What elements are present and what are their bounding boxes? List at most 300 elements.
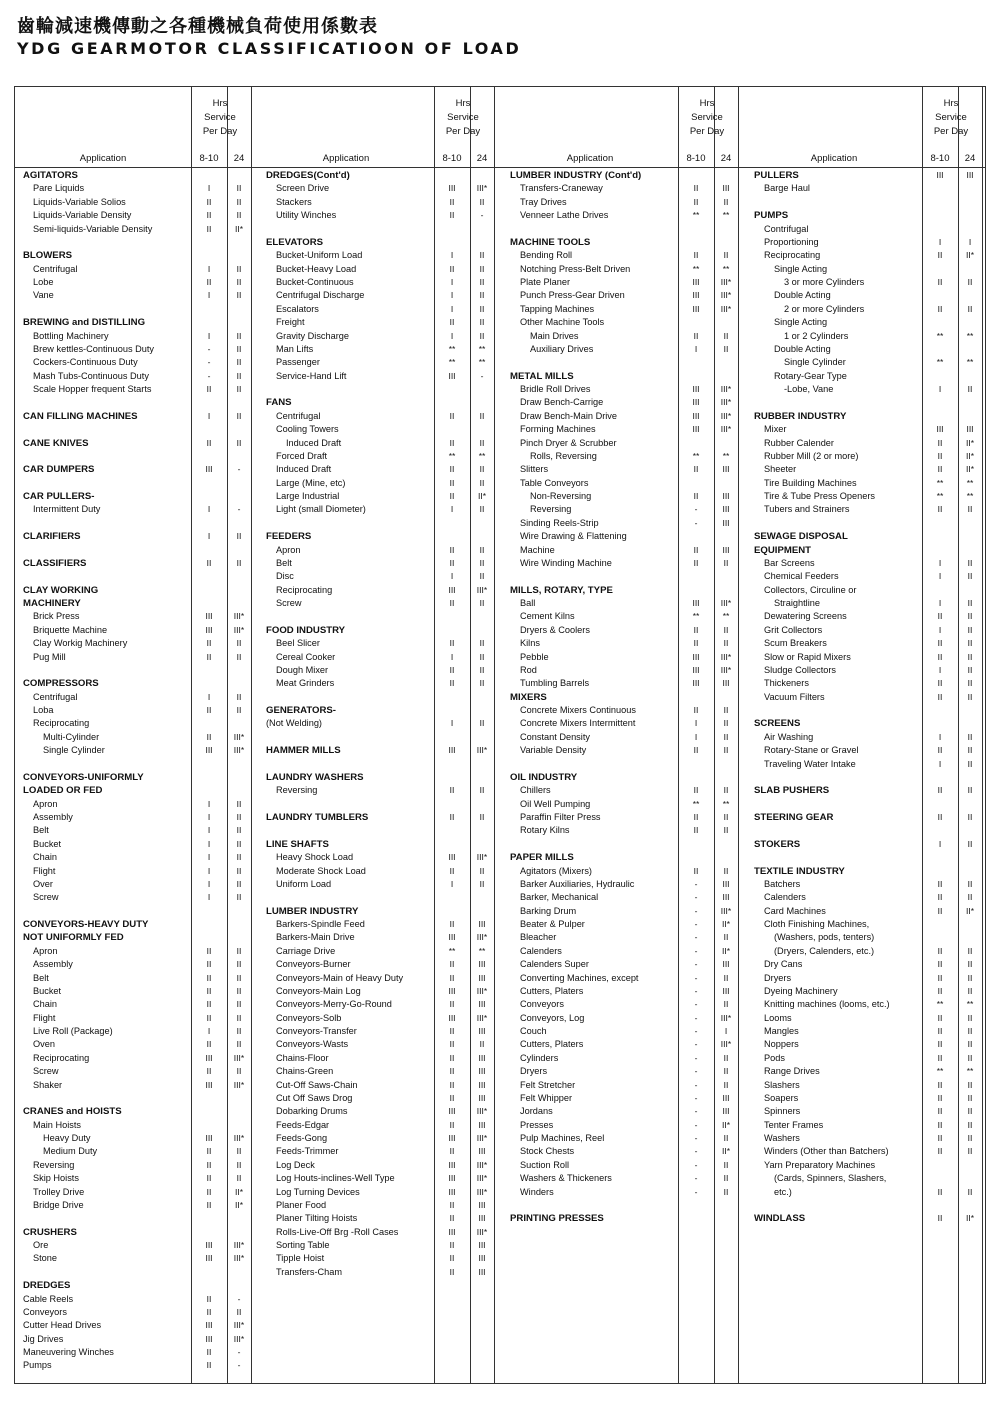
table-row	[746, 370, 989, 383]
application-name: Conveyors-Main of Heavy Duty	[276, 972, 404, 983]
service-class-24: III*	[233, 1320, 245, 1331]
service-class-8-10: III	[692, 384, 700, 394]
table-row	[15, 1119, 258, 1132]
table-row	[258, 263, 501, 276]
application-name: Screw	[33, 1066, 59, 1077]
table-row	[746, 851, 989, 864]
category-heading: LAUNDRY WASHERS	[266, 771, 364, 783]
service-class-24: III	[722, 892, 730, 903]
table-header-rule	[15, 167, 985, 168]
service-class-24: III*	[476, 1226, 488, 1237]
application-name: Dyeing Machinery	[764, 985, 838, 996]
table-row	[746, 410, 989, 423]
service-class-8-10: III	[448, 852, 456, 863]
table-row	[502, 851, 745, 864]
table-row	[15, 824, 258, 837]
service-class-8-10: II	[449, 1052, 455, 1063]
service-class-8-10: -	[694, 985, 698, 996]
service-class-24: II*	[965, 250, 975, 261]
application-name: Bar Screens	[764, 557, 815, 568]
service-class-8-10: II	[449, 638, 455, 649]
service-class-8-10: II	[937, 1186, 943, 1197]
application-name: Conveyors	[23, 1306, 67, 1317]
table-row	[502, 945, 745, 958]
application-name: Apron	[33, 945, 58, 956]
application-name: Venneer Lathe Drives	[520, 210, 609, 221]
table-row	[746, 878, 989, 891]
application-name: Cooling Towers	[276, 424, 339, 435]
service-class-8-10: II	[449, 972, 455, 983]
table-row	[258, 1186, 501, 1199]
table-row	[258, 249, 501, 262]
service-class-8-10: I	[450, 330, 454, 341]
service-class-24: II	[236, 196, 242, 207]
table-row	[746, 396, 989, 409]
service-class-8-10: II	[449, 1199, 455, 1210]
service-class-8-10: II	[937, 972, 943, 983]
table-row	[746, 905, 989, 918]
application-name: Mangles	[764, 1026, 799, 1036]
application-name: Collectors, Circuline or	[764, 584, 857, 595]
service-class-24: II	[479, 250, 485, 261]
table-row	[15, 396, 258, 409]
table-row	[746, 1212, 989, 1225]
service-class-8-10: II	[937, 1119, 943, 1130]
table-row	[15, 691, 258, 704]
category-heading: PAPER MILLS	[510, 852, 574, 864]
application-name: (Washers, pods, tenters)	[774, 932, 875, 943]
service-class-24: II	[236, 531, 242, 542]
service-class-8-10: I	[450, 290, 454, 301]
application-name: Variable Density	[520, 745, 587, 756]
table-row	[15, 1239, 258, 1252]
table-row	[258, 584, 501, 597]
table-row	[502, 530, 745, 543]
table-row	[746, 731, 989, 744]
application-name: Vane	[33, 290, 54, 301]
service-class-24: II	[723, 330, 729, 341]
service-class-8-10: I	[938, 384, 942, 394]
table-row	[15, 276, 258, 289]
service-class-24: **	[478, 343, 486, 354]
service-class-24: II	[236, 1306, 242, 1317]
application-name: Tumbling Barrels	[520, 678, 590, 689]
service-class-8-10: I	[207, 812, 211, 822]
service-class-8-10: -	[694, 999, 698, 1010]
application-name: Utility Winches	[276, 210, 337, 221]
service-class-8-10: II	[693, 705, 699, 715]
category-heading: OIL INDUSTRY	[510, 771, 578, 783]
table-row	[258, 182, 501, 195]
category-heading: DREDGES	[23, 1280, 71, 1292]
service-class-8-10: -	[694, 1106, 698, 1117]
table-row	[746, 1038, 989, 1051]
service-class-24: **	[966, 330, 974, 341]
category-heading: HAMMER MILLS	[266, 745, 341, 757]
service-class-24: II	[723, 1066, 729, 1077]
table-row	[258, 865, 501, 878]
service-class-24: II*	[721, 945, 731, 956]
table-row	[746, 263, 989, 276]
table-row	[746, 945, 989, 958]
table-row	[15, 1025, 258, 1038]
table-row	[746, 744, 989, 757]
service-class-8-10: I	[450, 651, 454, 662]
header-service: Service	[447, 112, 479, 123]
service-class-24: II	[967, 731, 973, 742]
service-class-8-10: -	[694, 878, 698, 889]
service-class-8-10: II	[693, 330, 699, 341]
table-row	[258, 905, 501, 918]
service-class-24: III	[478, 1079, 486, 1090]
application-name: Spinners	[764, 1106, 801, 1117]
service-class-8-10: II	[449, 544, 455, 555]
service-class-24: II*	[965, 1213, 975, 1224]
service-class-24: II	[236, 945, 242, 956]
service-class-8-10: -	[694, 1092, 698, 1103]
application-name: Barkers-Spindle Feed	[276, 919, 365, 929]
category-heading: CONVEYORS-HEAVY DUTY	[23, 919, 149, 930]
table-row	[502, 1186, 745, 1199]
service-class-24: II	[967, 638, 973, 649]
table-row	[746, 1092, 989, 1105]
header-per-day: Per Day	[933, 126, 969, 137]
service-class-8-10: III	[205, 1133, 213, 1143]
service-class-8-10: II	[206, 277, 212, 287]
table-row	[258, 303, 501, 316]
service-class-8-10: II	[937, 1092, 943, 1103]
application-name: Tire & Tube Press Openers	[764, 491, 875, 501]
service-class-24: II	[723, 624, 729, 635]
service-class-8-10: II	[693, 745, 699, 756]
table-row	[502, 744, 745, 757]
service-class-24: III*	[720, 277, 732, 287]
table-row	[502, 570, 745, 583]
service-class-24: III	[722, 878, 730, 889]
category-heading: CANE KNIVES	[23, 437, 89, 449]
table-row	[746, 998, 989, 1011]
service-class-24: II	[967, 664, 973, 675]
service-class-8-10: II	[937, 905, 943, 916]
application-name: Concrete Mixers Intermittent	[520, 718, 636, 729]
table-row	[15, 624, 258, 637]
application-name: Live Roll (Package)	[33, 1026, 113, 1036]
hrs-service-per-day-header	[195, 97, 245, 139]
application-name: Tubers and Strainers	[764, 504, 850, 515]
application-name: Jordans	[520, 1106, 553, 1117]
service-class-24: II	[967, 557, 973, 568]
service-class-8-10: III	[205, 1253, 213, 1264]
table-row	[15, 717, 258, 730]
table-row	[15, 771, 258, 784]
application-name: Contrifugal	[764, 223, 809, 234]
service-class-8-10: II	[449, 410, 455, 421]
application-name: Pulp Machines, Reel	[520, 1133, 605, 1143]
table-row	[746, 490, 989, 503]
application-name: Barge Haul	[764, 183, 810, 194]
table-row	[746, 570, 989, 583]
service-class-8-10: II	[937, 1079, 943, 1090]
service-class-24: II	[236, 972, 242, 983]
table-row	[258, 1038, 501, 1051]
service-class-24: III*	[476, 1012, 488, 1023]
table-row	[15, 1359, 258, 1372]
service-class-8-10: II	[937, 504, 943, 515]
table-row	[746, 985, 989, 998]
service-class-24: II	[236, 705, 242, 715]
service-class-8-10: II	[693, 812, 699, 822]
service-class-24: II	[479, 678, 485, 689]
application-name: Single Acting	[774, 263, 828, 274]
application-name: Main Drives	[530, 330, 579, 341]
application-name: Cement Kilns	[520, 611, 575, 622]
service-class-24: II*	[965, 437, 975, 448]
service-class-24: II	[723, 1052, 729, 1063]
service-class-24: II	[967, 678, 973, 689]
service-class-24: II	[967, 1146, 973, 1157]
application-name: Log Houts-inclines-Well Type	[276, 1173, 395, 1184]
table-row	[15, 517, 258, 530]
service-class-8-10: III	[205, 624, 213, 635]
service-class-8-10: II	[937, 250, 943, 261]
service-class-24: II	[967, 1079, 973, 1090]
table-row	[15, 584, 258, 597]
category-heading: GENERATORS-	[266, 705, 337, 716]
table-row	[502, 811, 745, 824]
application-name: Pare Liquids	[33, 183, 85, 194]
application-name: Heavy Shock Load	[276, 852, 354, 863]
service-class-8-10: II	[449, 1119, 455, 1130]
application-name: Conveyors-Wasts	[276, 1039, 349, 1050]
service-class-8-10: II	[449, 1266, 455, 1277]
category-heading: CRUSHERS	[23, 1226, 77, 1238]
service-class-8-10: I	[938, 731, 942, 742]
table-row	[502, 196, 745, 209]
table-row	[502, 838, 745, 851]
category-heading: LAUNDRY TUMBLERS	[266, 812, 369, 823]
service-class-8-10: -	[207, 343, 211, 354]
table-row	[502, 236, 745, 249]
table-row	[258, 423, 501, 436]
table-row	[746, 972, 989, 985]
service-class-24: II	[479, 598, 485, 608]
application-name: Other Machine Tools	[520, 317, 605, 328]
table-row	[258, 771, 501, 784]
application-name: Slow or Rapid Mixers	[764, 651, 851, 662]
service-class-24: II	[479, 263, 485, 274]
table-row	[258, 503, 501, 516]
category-heading: BLOWERS	[23, 250, 73, 262]
table-row	[746, 330, 989, 343]
application-name: Brick Press	[33, 611, 80, 622]
service-class-8-10: III	[448, 1012, 456, 1023]
service-class-8-10: II	[693, 183, 699, 194]
service-class-24: II	[967, 945, 973, 956]
table-row	[15, 503, 258, 516]
table-row	[15, 410, 258, 423]
application-header: Application	[566, 153, 614, 164]
service-class-8-10: II	[449, 598, 455, 608]
service-class-8-10: -	[694, 1119, 698, 1130]
application-name: Kilns	[520, 638, 540, 649]
service-class-8-10: I	[938, 598, 942, 608]
table-row	[15, 610, 258, 623]
header-service: Service	[204, 112, 236, 123]
service-class-8-10: II	[937, 1026, 943, 1036]
service-class-24: III*	[233, 624, 245, 635]
application-name: 2 or more Cylinders	[784, 303, 865, 314]
service-class-8-10: I	[207, 183, 211, 194]
table-row	[258, 1119, 501, 1132]
service-class-8-10: II	[693, 464, 699, 475]
service-class-8-10: II	[937, 892, 943, 903]
application-name: Bleacher	[520, 932, 557, 943]
application-name: Reversing	[276, 785, 318, 796]
application-name: Brew kettles-Continuous Duty	[33, 343, 155, 354]
table-row	[258, 1079, 501, 1092]
service-class-24: II	[967, 972, 973, 983]
service-class-24: II	[479, 1039, 485, 1050]
service-class-24: III*	[720, 598, 732, 608]
table-row	[258, 316, 501, 329]
application-name: Rotary-Gear Type	[774, 370, 847, 381]
application-name: Winders	[520, 1186, 554, 1197]
application-name: Cutters, Platers	[520, 1039, 584, 1050]
category-heading: MACHINERY	[23, 598, 81, 609]
application-name: Transfers-Craneway	[520, 183, 603, 194]
category-heading: LUMBER INDUSTRY	[266, 905, 359, 917]
application-name: Cutter Head Drives	[23, 1320, 102, 1331]
application-name: Sludge Collectors	[764, 664, 837, 675]
service-class-24: II	[723, 825, 729, 836]
table-row	[502, 704, 745, 717]
service-class-8-10: II	[937, 945, 943, 956]
application-name: Cereal Cooker	[276, 651, 336, 662]
application-name: Suction Roll	[520, 1159, 570, 1170]
service-class-24: II*	[234, 223, 244, 234]
service-class-24: II	[967, 785, 973, 796]
service-class-24: III*	[233, 745, 245, 756]
application-name: Beater & Pulper	[520, 919, 585, 929]
table-row	[502, 691, 745, 704]
header-hrs: Hrs	[212, 98, 228, 109]
service-class-8-10: II	[937, 812, 943, 822]
table-row	[746, 784, 989, 797]
service-class-8-10: III	[205, 1052, 213, 1063]
application-name: Chemical Feeders	[764, 571, 839, 582]
application-name: Clay Workig Machinery	[33, 638, 128, 649]
table-row	[502, 1159, 745, 1172]
service-class-8-10: **	[936, 330, 944, 341]
service-class-8-10: **	[692, 798, 700, 809]
table-row	[258, 637, 501, 650]
service-class-8-10: I	[207, 865, 211, 876]
service-class-8-10: I	[207, 825, 211, 836]
service-class-24: III*	[720, 410, 732, 421]
service-class-24: **	[966, 491, 974, 501]
table-row	[746, 677, 989, 690]
service-class-24: III*	[233, 1133, 245, 1143]
table-row	[502, 624, 745, 637]
service-class-8-10: **	[936, 477, 944, 488]
service-class-24: II	[479, 330, 485, 341]
service-class-24: II	[236, 638, 242, 649]
table-row	[502, 584, 745, 597]
table-row	[15, 249, 258, 262]
table-row	[746, 918, 989, 931]
service-class-24: II	[236, 878, 242, 889]
table-row	[15, 838, 258, 851]
service-class-8-10: **	[448, 357, 456, 368]
table-row	[258, 169, 501, 182]
service-class-8-10: I	[694, 343, 698, 354]
service-class-8-10: II	[206, 972, 212, 983]
table-row	[258, 824, 501, 837]
table-row	[746, 1172, 989, 1185]
application-name: Presses	[520, 1119, 554, 1130]
service-class-8-10: III	[692, 424, 700, 435]
application-name: Main Hoists	[33, 1119, 81, 1130]
table-row	[15, 437, 258, 450]
table-row	[15, 798, 258, 811]
table-row	[15, 530, 258, 543]
table-row	[15, 1186, 258, 1199]
service-class-8-10: -	[694, 905, 698, 916]
table-row	[15, 704, 258, 717]
application-name: Apron	[33, 798, 58, 809]
application-name: Multi-Cylinder	[43, 731, 100, 742]
service-class-24: II	[723, 638, 729, 649]
service-class-24: I	[968, 236, 972, 247]
category-heading: METAL MILLS	[510, 370, 574, 382]
table-row	[258, 664, 501, 677]
table-row	[502, 1079, 745, 1092]
service-class-24: II	[723, 972, 729, 983]
service-class-24: II*	[234, 1186, 244, 1197]
category-heading: CAR PULLERS-	[23, 491, 95, 502]
table-row	[746, 544, 989, 557]
application-name: Cloth Finishing Machines,	[764, 919, 870, 929]
table-row	[258, 878, 501, 891]
service-class-8-10: III	[692, 290, 700, 301]
table-row	[258, 958, 501, 971]
table-row	[746, 477, 989, 490]
service-class-24: II	[236, 410, 242, 421]
table-column-group	[502, 169, 745, 1226]
table-row	[15, 423, 258, 436]
service-class-24: II	[967, 1039, 973, 1050]
service-class-24: II	[723, 731, 729, 742]
service-class-24: III*	[720, 1012, 732, 1023]
application-name: Escalators	[276, 303, 319, 314]
table-row	[746, 437, 989, 450]
table-row	[258, 236, 501, 249]
table-row	[15, 182, 258, 195]
application-name: Planer Tilting Hoists	[276, 1213, 358, 1224]
application-name: Cutters, Platers	[520, 985, 584, 996]
service-class-24: III*	[233, 731, 245, 742]
application-name: Tapping Machines	[520, 303, 595, 314]
service-class-8-10: III	[692, 303, 700, 314]
table-row	[502, 517, 745, 530]
service-class-8-10: II	[206, 557, 212, 568]
application-name: Felt Stretcher	[520, 1079, 576, 1090]
category-heading: EQUIPMENT	[754, 544, 812, 556]
header-service: Service	[935, 112, 967, 123]
application-name: Belt	[33, 972, 49, 983]
service-class-8-10: -	[694, 892, 698, 903]
category-heading: CONVEYORS-UNIFORMLY	[23, 771, 144, 783]
